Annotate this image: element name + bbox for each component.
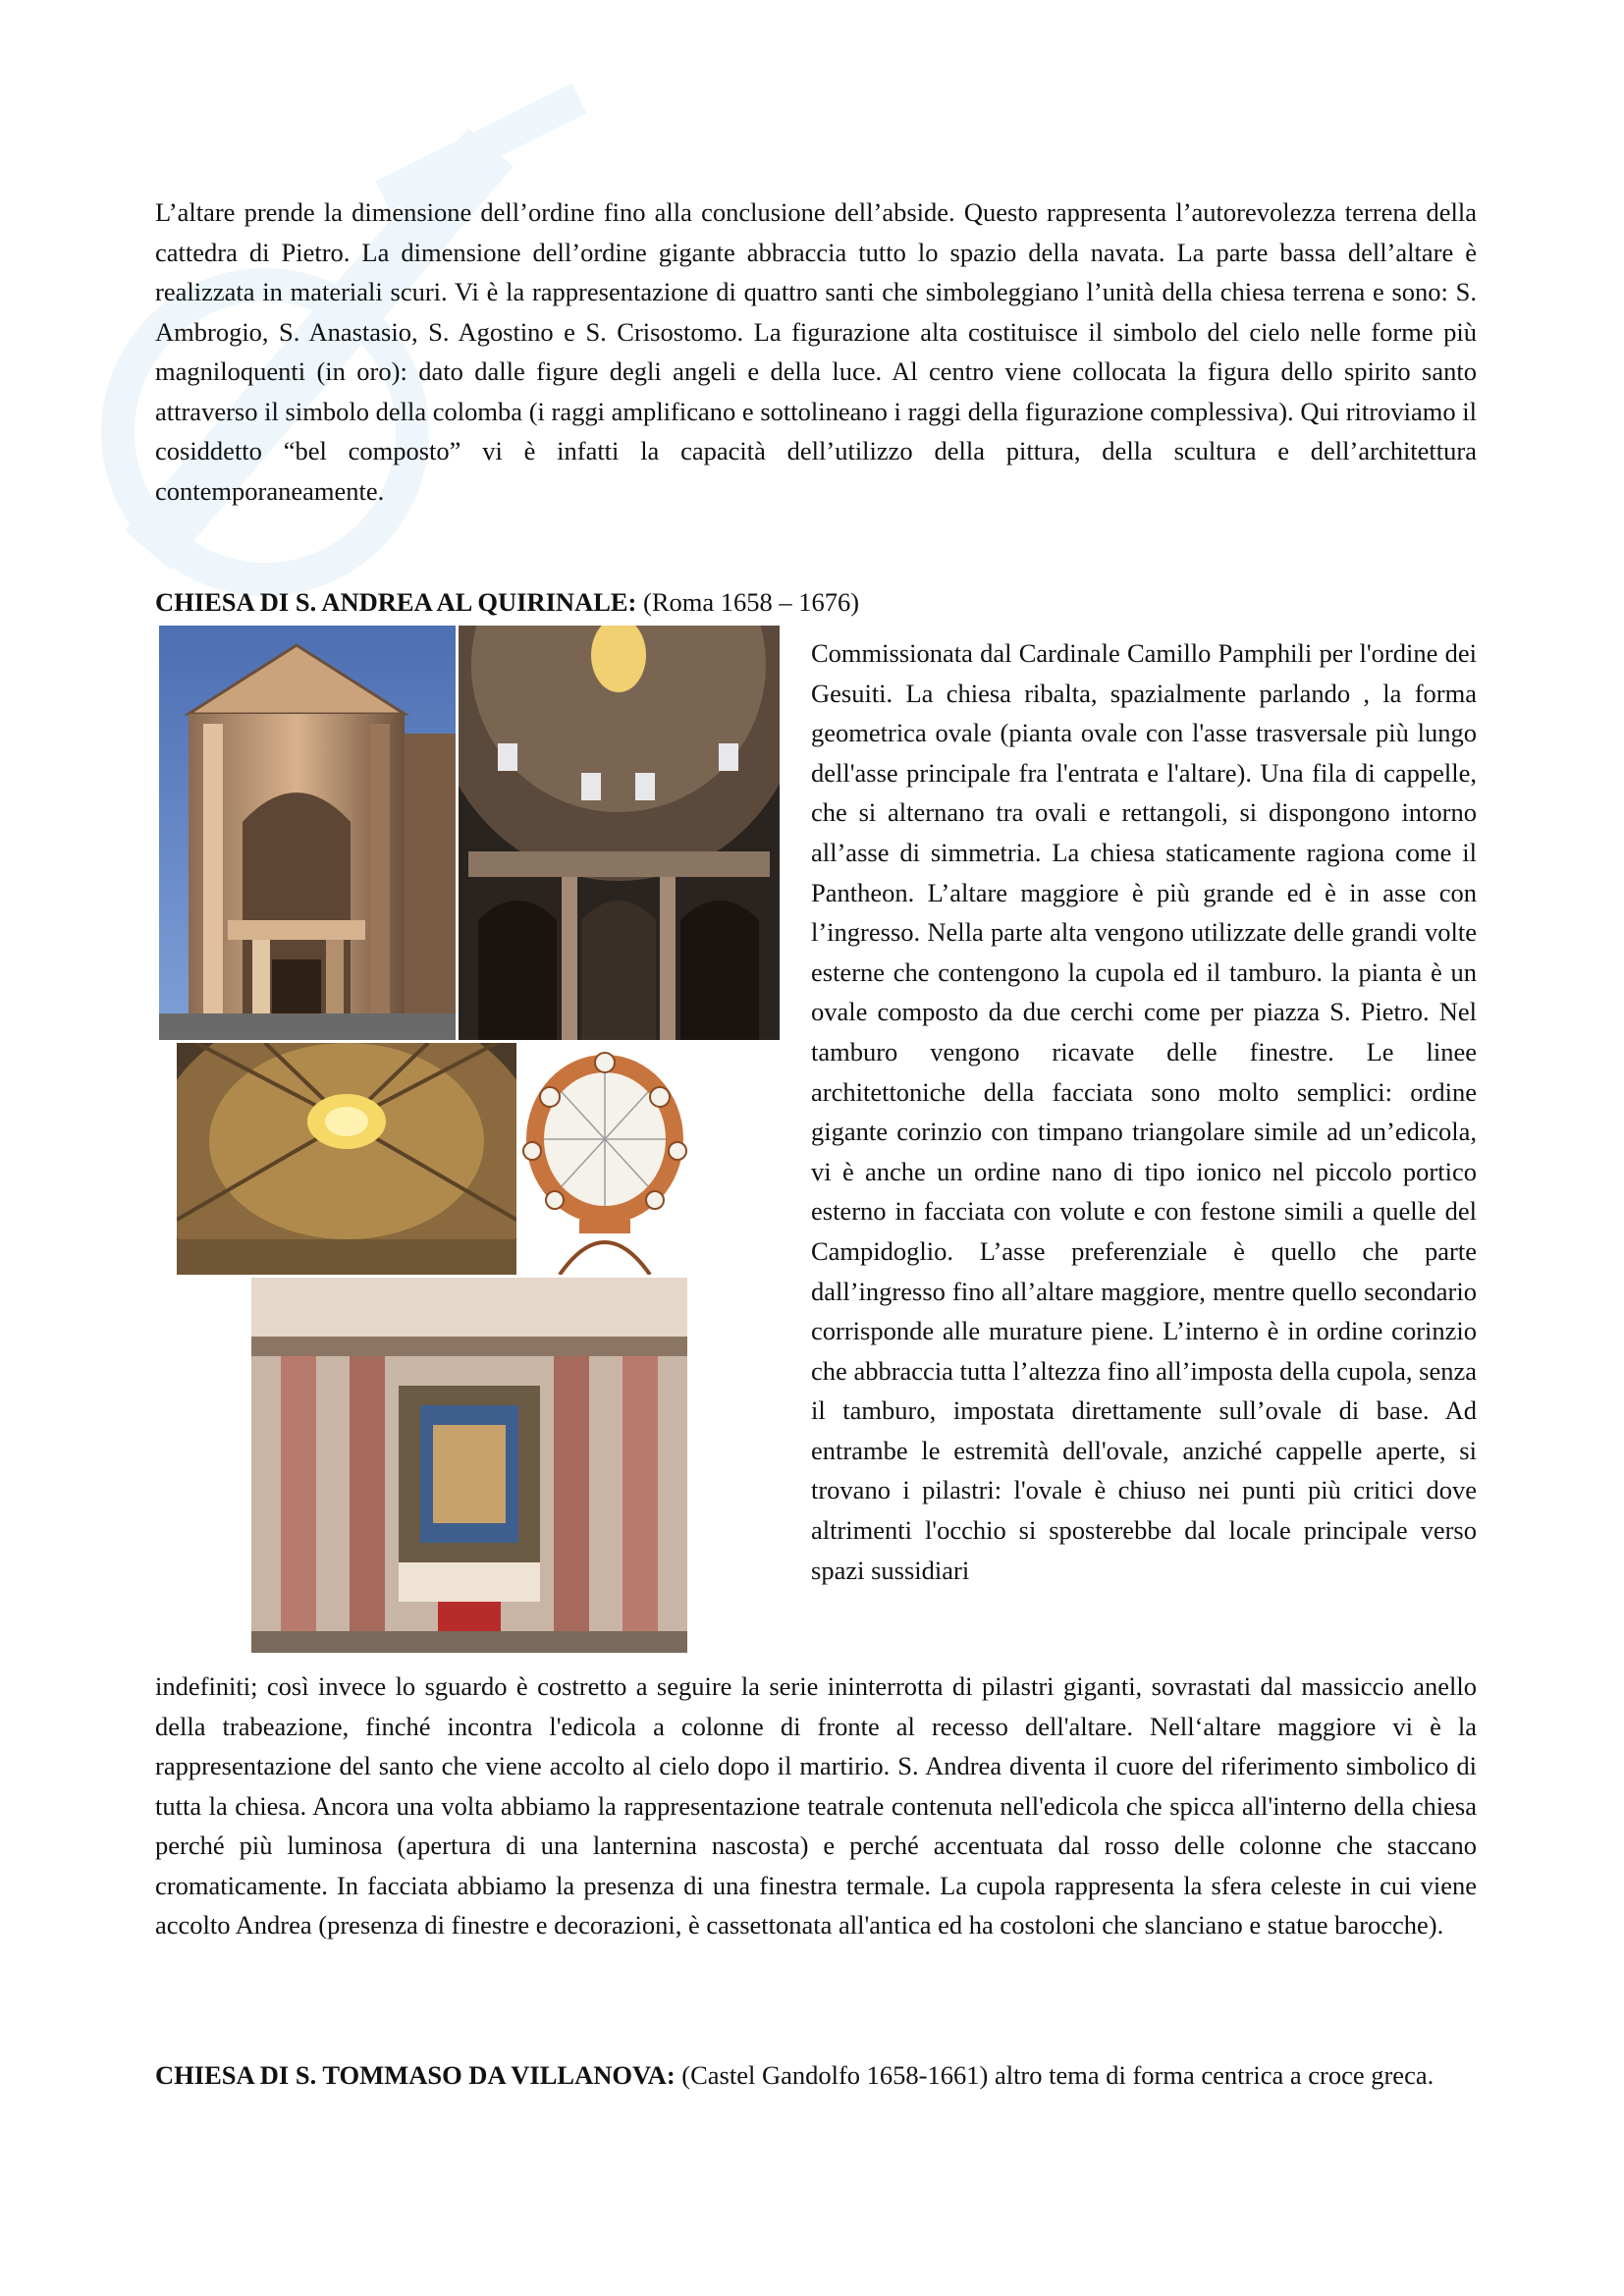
paragraph-sant-andrea: Commissionata dal Cardinale Camillo Pamphili per l'ordine dei Gesuiti. La chiesa ribalta, spazialmente parlando , la forma geometrica ovale (pianta ovale con l'asse trasversale più lungo dell'asse principale fra l'entrata e l'altare). Una fila di cappelle, che si alternano tra ovali e rettangoli, si dispongono intorno all’asse di simmetria. La chiesa staticamente ragiona come il Pantheon. L’altare maggiore è più grande ed è in asse con l’ingresso. Nella parte alta vengono utilizzate delle grandi volte esterne che contengono la cupola ed il tamburo. la pianta è un ovale composto da due cerchi come per piazza S. Pietro. Nel tamburo vengono ricavate delle finestre. Le linee architettoniche della facciata sono molto semplici: ordine gigante corinzio con timpano triangolare simile ad un’edicola, vi è anche un ordine nano di tipo ionico nel piccolo portico esterno in facciata con volute e con festone simili a quelle del Campidoglio. L’asse preferenziale è quello che parte dall’ingresso fino all’altare maggiore, mentre quello secondario corrisponde alle murature piene. L’interno è in ordine corinzio che abbraccia tutta l’altezza fino all’imposta della cupola, senza il tamburo, impostata direttamente sull’ovale di base. Ad entrambe le estremità dell'ovale, anziché cappelle aperte, si trovano i pilastri: l'ovale è chiuso nei punti più critici dove altrimenti l'occhio si sposterebbe dal locale principale verso spazi sussidiari: [811, 638, 1477, 1585]
heading-san-tommaso: [155, 2055, 1477, 2095]
heading-sant-andrea-title: CHIESA DI S. ANDREA AL QUIRINALE:: [155, 587, 637, 617]
heading-san-tommaso-title: CHIESA DI S. TOMMASO DA VILLANOVA:: [155, 2060, 676, 2090]
altar-interior-photo: [251, 1278, 687, 1653]
paragraph-altare: L’altare prende la dimensione dell’ordine fino alla conclusione dell’abside. Questo rappresenta l’autorevolezza terrena della cattedra di Pietro. La dimensione dell’ordine gigante abbraccia tutto lo spazio della navata. La parte bassa dell’altare è realizzata in materiali scuri. Vi è la rappresentazione di quattro santi che simboleggiano l’unità della chiesa terrena e sono: S. Ambrogio, S. Anastasio, S. Agostino e S. Crisostomo. La figurazione alta costituisce il simbolo del cielo nelle forme più magniloquenti (in oro): dato dalle figure degli angeli e della luce. Al centro viene collocata la figura dello spirito santo attraverso il simbolo della colomba (i raggi amplificano e sottolineano i raggi della figurazione complessiva). Qui ritroviamo il cosiddetto “bel composto” vi è infatti la capacità dell’utilizzo della pittura, della scultura e dell’architettura contemporaneamente.: [155, 197, 1477, 506]
heading-san-tommaso-text: (Castel Gandolfo 1658-1661) altro tema di forma centrica a croce greca.: [675, 2060, 1435, 2090]
dome-coffers-photo: [177, 1043, 516, 1275]
paragraph-sant-andrea-continued: indefiniti; così invece lo sguardo è costretto a seguire la serie ininterrotta di pilastri giganti, sovrastati dal massiccio anello della trabeazione, finché incontra l'edicola a colonne di fronte al recesso dell'altare. Nell‘altare maggiore vi è la rappresentazione del santo che viene accolto al cielo dopo il martirio. S. Andrea diventa il cuore del riferimento simbolico di tutta la chiesa. Ancora una volta abbiamo la rappresentazione teatrale contenuta nell'edicola che spicca all'interno della chiesa perché più luminosa (apertura di una lanternina nascosta) e perché accentuata dal rosso delle colonne che staccano cromaticamente. In facciata abbiamo la presenza di una finestra termale. La cupola rappresenta la sfera celeste in cui viene accolto Andrea (presenza di finestre e decorazioni, è cassettonata all'antica ed ha costoloni che slanciano e statue barocche).: [155, 1671, 1477, 1940]
heading-sant-andrea: [155, 582, 859, 622]
heading-sant-andrea-dates: (Roma 1658 – 1676): [636, 587, 860, 617]
interior-dome-photo: [459, 626, 780, 1040]
facade-photo: [159, 626, 456, 1040]
oval-plan-drawing: [520, 1043, 690, 1275]
